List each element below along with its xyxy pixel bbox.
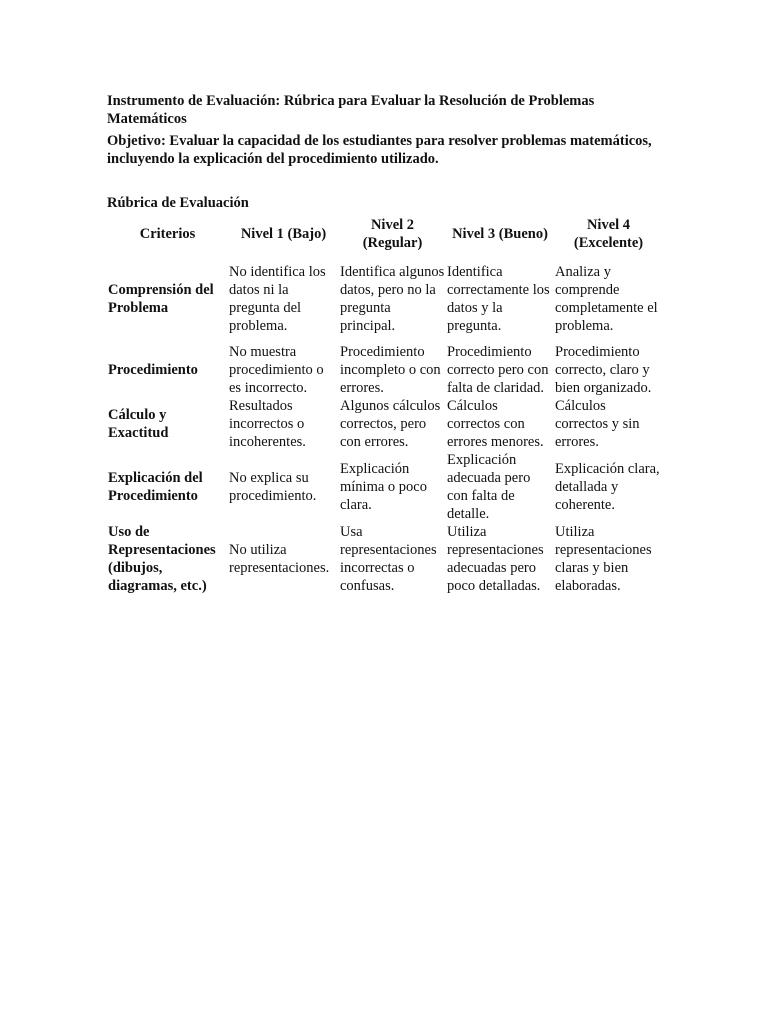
criterion-representaciones: Uso de Representaciones (dibujos, diagramas, etc.) [108,524,216,594]
cell-level-4: Analiza y comprende completamente el problema. [555,263,658,334]
cell-level-1: Resultados incorrectos o incoherentes. [229,398,306,450]
cell-level-2: Explicación mínima o poco clara. [340,461,427,513]
criterion-procedimiento: Procedimiento [108,362,198,378]
table-row [107,523,663,595]
cell-level-2: Procedimiento incompleto o con errores. [340,344,441,396]
table-row [107,343,663,397]
criterion-calculo: Cálculo y Exactitud [108,407,169,441]
header-nivel-2: Nivel 2 (Regular) [362,217,423,251]
cell-level-4: Explicación clara, detallada y coherente. [555,461,660,513]
rubric-heading: Rúbrica de Evaluación [107,195,249,211]
cell-level-2: Identifica algunos datos, pero no la pregunta principal. [340,263,445,334]
document-objective: Objetivo: Evaluar la capacidad de los estudiantes para resolver problemas matemáticos, incluyendo la explicación del procedimiento utilizado. [107,133,652,167]
cell-level-3: Identifica correctamente los datos y la pregunta. [447,263,550,334]
table-row [107,254,663,343]
header-nivel-3: Nivel 3 (Bueno) [452,226,548,242]
rubric-header-row [107,214,663,254]
cell-level-1: No identifica los datos ni la pregunta del problema. [229,263,326,334]
cell-level-1: No explica su procedimiento. [229,470,317,504]
document-title: Instrumento de Evaluación: Rúbrica para Evaluar la Resolución de Problemas Matemáticos [107,93,595,127]
table-row [107,397,663,451]
cell-level-3: Procedimiento correcto pero con falta de claridad. [447,344,549,396]
cell-level-4: Procedimiento correcto, claro y bien organizado. [555,344,652,396]
rubric-table [107,214,663,595]
header-nivel-4: Nivel 4 (Excelente) [573,217,644,251]
header-criterios: Criterios [139,226,196,242]
criterion-comprension: Comprensión del Problema [108,281,214,316]
document-page [107,92,667,595]
header-nivel-1: Nivel 1 (Bajo) [240,226,327,242]
cell-level-4: Utiliza representaciones claras y bien elaboradas. [555,524,652,594]
cell-level-2: Algunos cálculos correctos, pero con errores. [340,398,441,450]
cell-level-3: Utiliza representaciones adecuadas pero poco detalladas. [447,524,544,594]
criterion-explicacion: Explicación del Procedimiento [108,470,203,504]
table-row [107,451,663,523]
cell-level-3: Explicación adecuada pero con falta de detalle. [447,452,531,522]
cell-level-1: No utiliza representaciones. [229,542,330,576]
cell-level-1: No muestra procedimiento o es incorrecto. [229,344,324,396]
cell-level-3: Cálculos correctos con errores menores. [447,398,544,450]
cell-level-2: Usa representaciones incorrectas o confusas. [340,524,437,594]
cell-level-4: Cálculos correctos y sin errores. [555,398,640,450]
